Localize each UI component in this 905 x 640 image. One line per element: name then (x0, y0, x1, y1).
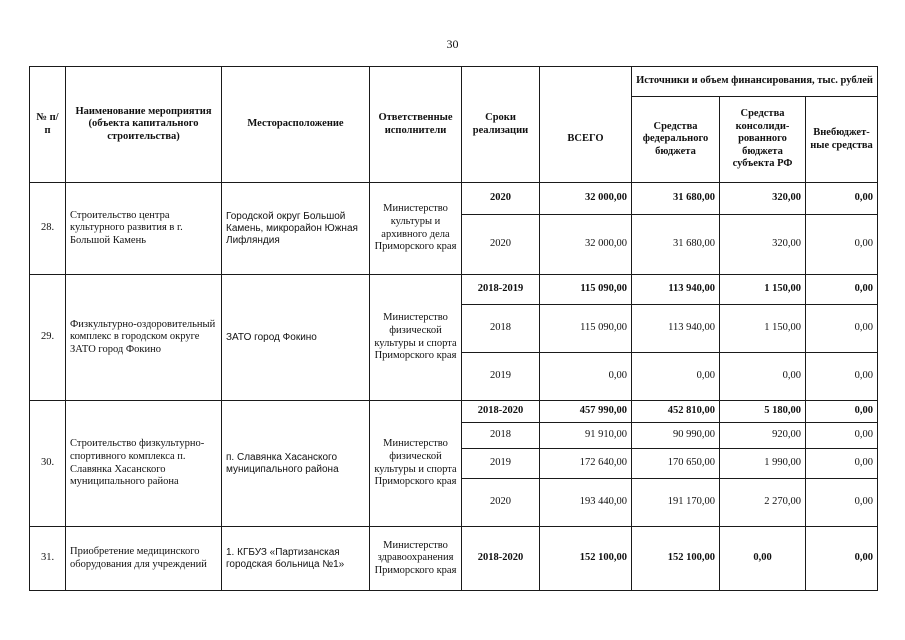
cell-total: 32 000,00 (540, 215, 632, 275)
row-location: Городской округ Большой Камень, микрорайон Южная Лифляндия (222, 183, 370, 275)
cell-extra: 0,00 (806, 183, 878, 215)
row-name: Приобретение медицинского оборудования для учреждений (66, 527, 222, 591)
cell-regional: 5 180,00 (720, 401, 806, 423)
header-location: Месторасположение (222, 67, 370, 183)
header-total-spacer (540, 67, 632, 97)
cell-federal: 31 680,00 (632, 215, 720, 275)
row-name: Физкультурно-оздоровительный комплекс в городском округе ЗАТО город Фокино (66, 275, 222, 401)
row-location: п. Славянка Хасанского муниципального района (222, 401, 370, 527)
cell-extra: 0,00 (806, 449, 878, 479)
header-extra: Внебюджет-ные средства (806, 97, 878, 183)
cell-extra: 0,00 (806, 423, 878, 449)
cell-extra: 0,00 (806, 305, 878, 353)
cell-federal: 0,00 (632, 353, 720, 401)
cell-extra: 0,00 (806, 275, 878, 305)
table-row (30, 527, 878, 591)
cell-regional: 1 990,00 (720, 449, 806, 479)
row-responsible: Министерство здравоохранения Приморского края (370, 527, 462, 591)
cell-total: 91 910,00 (540, 423, 632, 449)
header-period: Сроки реализации (462, 67, 540, 183)
table-row (30, 275, 878, 305)
cell-regional: 1 150,00 (720, 305, 806, 353)
cell-total: 457 990,00 (540, 401, 632, 423)
cell-total: 193 440,00 (540, 479, 632, 527)
financing-table (29, 66, 878, 591)
cell-regional: 920,00 (720, 423, 806, 449)
table-row (30, 401, 878, 423)
cell-total: 172 640,00 (540, 449, 632, 479)
table-row (30, 183, 878, 215)
header-regional: Средства консолиди-рованного бюджета субъекта РФ (720, 97, 806, 183)
cell-period: 2018-2019 (462, 275, 540, 305)
header-federal: Средства федерального бюджета (632, 97, 720, 183)
cell-period: 2020 (462, 215, 540, 275)
cell-regional: 0,00 (720, 527, 806, 591)
cell-regional: 320,00 (720, 215, 806, 275)
cell-period: 2018-2020 (462, 401, 540, 423)
row-num: 30. (30, 401, 66, 527)
cell-total: 115 090,00 (540, 275, 632, 305)
row-responsible: Министерство физической культуры и спорта Приморского края (370, 401, 462, 527)
row-location: 1. КГБУЗ «Партизанская городская больница №1» (222, 527, 370, 591)
row-name: Строительство центра культурного развития в г. Большой Камень (66, 183, 222, 275)
cell-federal: 31 680,00 (632, 183, 720, 215)
row-location: ЗАТО город Фокино (222, 275, 370, 401)
cell-period: 2018 (462, 305, 540, 353)
cell-federal: 170 650,00 (632, 449, 720, 479)
cell-regional: 320,00 (720, 183, 806, 215)
header-num: № п/п (30, 67, 66, 183)
cell-period: 2019 (462, 449, 540, 479)
cell-extra: 0,00 (806, 527, 878, 591)
row-name: Строительство физкультурно-спортивного комплекса п. Славянка Хасанского муниципального района (66, 401, 222, 527)
cell-total: 32 000,00 (540, 183, 632, 215)
cell-federal: 452 810,00 (632, 401, 720, 423)
cell-federal: 152 100,00 (632, 527, 720, 591)
page-number: 30 (446, 37, 459, 51)
header-name: Наименование мероприятия (объекта капитального строительства) (66, 67, 222, 183)
cell-extra: 0,00 (806, 353, 878, 401)
cell-federal: 90 990,00 (632, 423, 720, 449)
cell-extra: 0,00 (806, 479, 878, 527)
row-num: 31. (30, 527, 66, 591)
cell-period: 2020 (462, 183, 540, 215)
row-responsible: Министерство физической культуры и спорта Приморского края (370, 275, 462, 401)
cell-regional: 2 270,00 (720, 479, 806, 527)
header-sources: Источники и объем финансирования, тыс. рублей (632, 67, 878, 97)
cell-extra: 0,00 (806, 401, 878, 423)
cell-extra: 0,00 (806, 215, 878, 275)
header-total: ВСЕГО (540, 97, 632, 183)
row-num: 29. (30, 275, 66, 401)
header-responsible: Ответственные исполнители (370, 67, 462, 183)
cell-federal: 191 170,00 (632, 479, 720, 527)
cell-federal: 113 940,00 (632, 275, 720, 305)
cell-federal: 113 940,00 (632, 305, 720, 353)
cell-period: 2019 (462, 353, 540, 401)
cell-total: 152 100,00 (540, 527, 632, 591)
cell-regional: 0,00 (720, 353, 806, 401)
row-num: 28. (30, 183, 66, 275)
cell-period: 2018 (462, 423, 540, 449)
row-responsible: Министерство культуры и архивного дела Приморского края (370, 183, 462, 275)
cell-period: 2018-2020 (462, 527, 540, 591)
cell-total: 115 090,00 (540, 305, 632, 353)
cell-regional: 1 150,00 (720, 275, 806, 305)
cell-period: 2020 (462, 479, 540, 527)
cell-total: 0,00 (540, 353, 632, 401)
